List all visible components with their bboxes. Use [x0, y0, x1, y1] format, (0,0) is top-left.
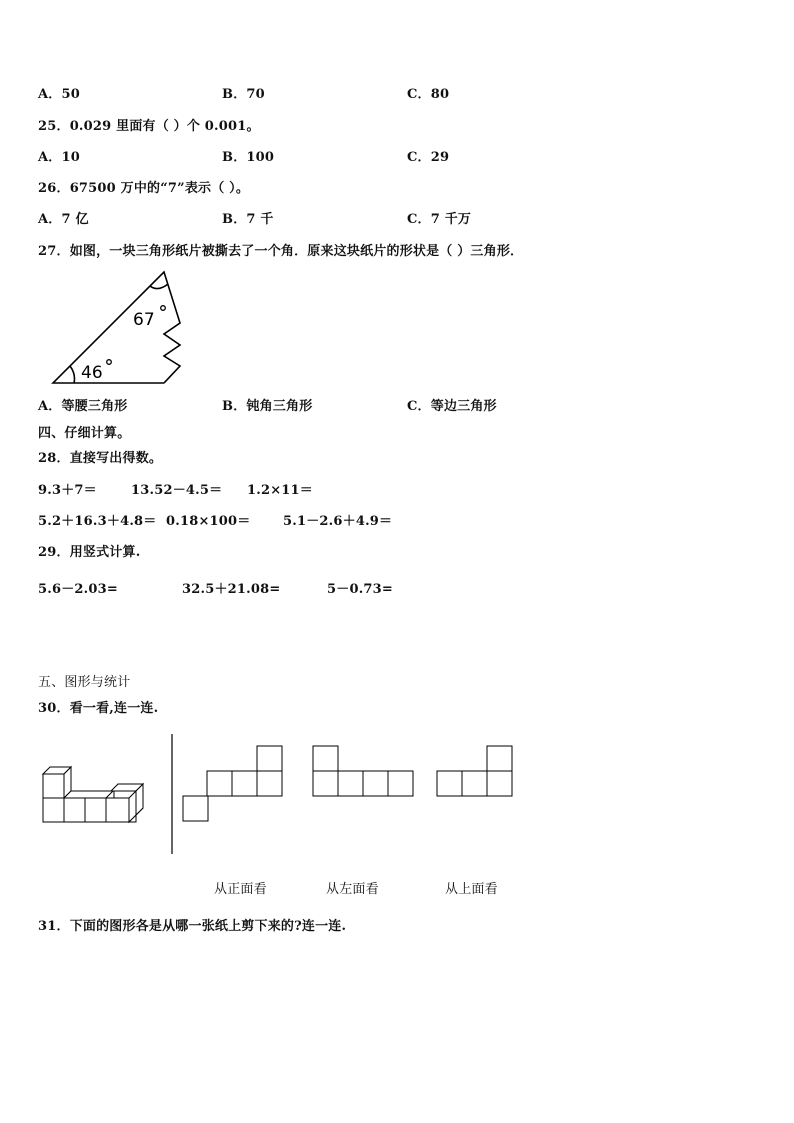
q29-item-1: 5.6－2.03=: [38, 582, 118, 597]
q24-option-c: C．80: [407, 87, 450, 102]
bottom-angle-arc: [70, 366, 75, 383]
q28-stem: 28．直接写出得数。: [38, 451, 163, 466]
degree-mark-bottom: [107, 360, 112, 365]
q28-item-1: 9.3＋7＝: [38, 483, 97, 498]
view-grid-3: [436, 745, 516, 800]
section-4-heading: 四、仔细计算。: [38, 426, 131, 441]
q28-item-2: 13.52－4.5＝: [131, 483, 223, 498]
q25-option-a: A．10: [38, 150, 80, 165]
q30-stem: 30．看一看,连一连.: [38, 701, 159, 716]
top-angle-arc: [150, 284, 168, 289]
label-top-view: 从上面看: [445, 882, 498, 897]
q31-stem: 31．下面的图形各是从哪一张纸上剪下来的?连一连.: [38, 919, 347, 934]
q25-stem: 25．0.029 里面有（ ）个 0.001。: [38, 119, 260, 134]
angle-label-bottom: 46: [81, 363, 103, 383]
q27-option-b: B．钝角三角形: [222, 399, 313, 414]
q26-stem: 26．67500 万中的“7”表示（ ）。: [38, 181, 250, 196]
q28-item-3: 1.2×11＝: [247, 483, 314, 498]
q25-option-c: C．29: [407, 150, 450, 165]
label-front-view: 从正面看: [214, 882, 267, 897]
section-5-heading: 五、图形与统计: [38, 675, 131, 690]
q26-option-c: C．7 千万: [407, 212, 472, 227]
view-grid-1: [182, 745, 287, 825]
q24-option-a: A．50: [38, 87, 80, 102]
cube-arrangement-figure: [40, 765, 160, 855]
q26-option-a: A．7 亿: [38, 212, 89, 227]
angle-label-top: 67: [133, 310, 155, 330]
q29-item-2: 32.5＋21.08=: [182, 582, 281, 597]
q29-stem: 29．用竖式计算.: [38, 545, 141, 560]
q28-item-6: 5.1－2.6＋4.9＝: [283, 514, 393, 529]
q27-option-a: A．等腰三角形: [38, 399, 128, 414]
q28-item-4: 5.2＋16.3＋4.8＝: [38, 514, 157, 529]
q29-item-3: 5－0.73=: [327, 582, 394, 597]
torn-triangle-figure: [40, 262, 240, 392]
q27-stem: 27．如图，一块三角形纸片被撕去了一个角．原来这块纸片的形状是（ ）三角形．: [38, 244, 524, 259]
q28-item-5: 0.18×100＝: [166, 514, 251, 529]
q24-option-b: B．70: [222, 87, 265, 102]
degree-mark-top: [161, 306, 166, 311]
q27-option-c: C．等边三角形: [407, 399, 497, 414]
view-grid-2: [312, 745, 417, 800]
label-left-view: 从左面看: [326, 882, 379, 897]
divider-line: [170, 734, 174, 856]
q26-option-b: B．7 千: [222, 212, 274, 227]
q25-option-b: B．100: [222, 150, 275, 165]
